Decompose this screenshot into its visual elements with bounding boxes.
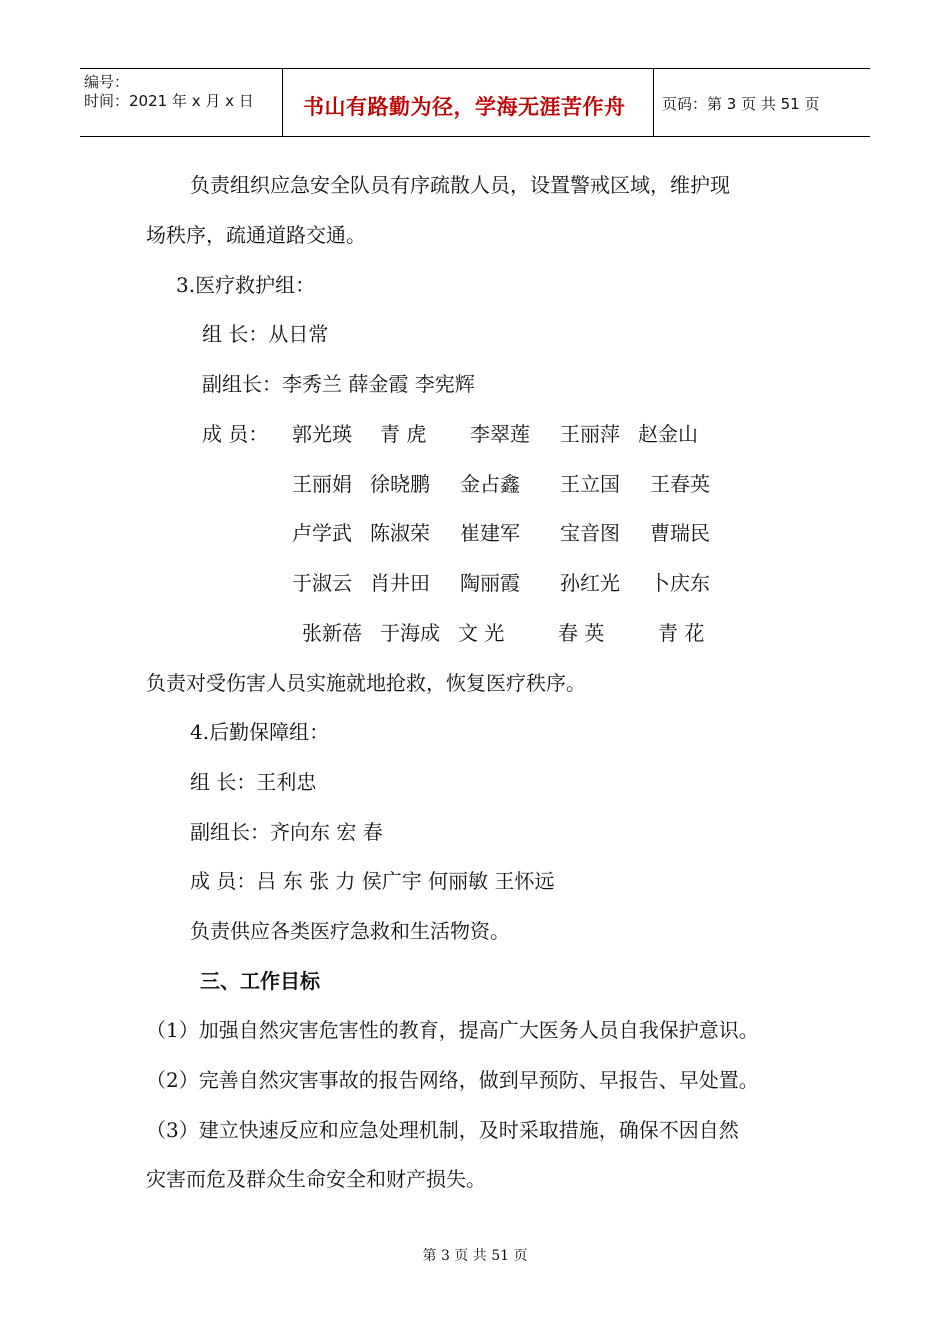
member-name: 卜庆东 bbox=[650, 571, 710, 595]
member-name: 文 光 bbox=[458, 621, 505, 645]
header-motto-cell bbox=[282, 69, 654, 136]
goal-item: （2）完善自然灾害事故的报告网络，做到早预防、早报告、早处置。 bbox=[146, 1068, 759, 1092]
member-name: 金占鑫 bbox=[460, 472, 520, 496]
member-name: 陈淑荣 bbox=[370, 521, 430, 545]
paragraph-line: 场秩序，疏通道路交通。 bbox=[146, 223, 366, 247]
member-name: 春 英 bbox=[558, 621, 605, 645]
member-name: 肖井田 bbox=[370, 571, 430, 595]
time-label: 时间：2021 年 x 月 x 日 bbox=[84, 92, 254, 110]
member-name: 宝音图 bbox=[560, 521, 620, 545]
paragraph-line: 负责组织应急安全队员有序疏散人员，设置警戒区域，维护现 bbox=[190, 173, 730, 197]
member-name: 于淑云 bbox=[292, 571, 352, 595]
section-heading-medical: 3.医疗救护组： bbox=[176, 273, 316, 297]
member-name: 孙红光 bbox=[560, 571, 620, 595]
member-name: 王丽萍 bbox=[560, 422, 620, 446]
medical-deputy: 副组长：李秀兰 薛金霞 李宪辉 bbox=[202, 372, 475, 396]
logistics-leader: 组 长：王利忠 bbox=[190, 770, 317, 794]
goal-item: （1）加强自然灾害危害性的教育，提高广大医务人员自我保护意识。 bbox=[146, 1018, 759, 1042]
logistics-duty: 负责供应各类医疗急救和生活物资。 bbox=[190, 919, 510, 943]
member-name: 青 虎 bbox=[380, 422, 427, 446]
page-header bbox=[80, 68, 870, 137]
member-name: 卢学武 bbox=[292, 521, 352, 545]
member-name: 徐晓鹏 bbox=[370, 472, 430, 496]
medical-members-label: 成 员： bbox=[202, 422, 269, 446]
member-name: 于海成 bbox=[380, 621, 440, 645]
section-heading-logistics: 4.后勤保障组： bbox=[190, 720, 330, 744]
logistics-deputy: 副组长：齐向东 宏 春 bbox=[190, 820, 383, 844]
member-name: 崔建军 bbox=[460, 521, 520, 545]
header-meta bbox=[80, 69, 282, 136]
member-name: 曹瑞民 bbox=[650, 521, 710, 545]
member-name: 青 花 bbox=[658, 621, 705, 645]
member-name: 王春英 bbox=[650, 472, 710, 496]
medical-duty: 负责对受伤害人员实施就地抢救，恢复医疗秩序。 bbox=[146, 671, 586, 695]
page-footer: 第 3 页 共 51 页 bbox=[422, 1248, 528, 1264]
member-name: 王立国 bbox=[560, 472, 620, 496]
header-page-info: 页码：第 3 页 共 51 页 bbox=[662, 95, 820, 113]
medical-leader: 组 长：从日常 bbox=[202, 322, 329, 346]
logistics-members: 成 员：吕 东 张 力 侯广宇 何丽敏 王怀远 bbox=[190, 869, 555, 893]
member-name: 陶丽霞 bbox=[460, 571, 520, 595]
member-name: 赵金山 bbox=[638, 422, 698, 446]
motto: 书山有路勤为径，学海无涯苦作舟 bbox=[303, 95, 626, 119]
number-label: 编号： bbox=[84, 73, 130, 91]
goal-item: （3）建立快速反应和应急处理机制，及时采取措施，确保不因自然 bbox=[146, 1118, 739, 1142]
member-name: 郭光瑛 bbox=[292, 422, 352, 446]
member-name: 李翠莲 bbox=[470, 422, 530, 446]
member-name: 王丽娟 bbox=[292, 472, 352, 496]
section-heading-goals: 三、工作目标 bbox=[200, 969, 320, 993]
goal-item-continued: 灾害而危及群众生命安全和财产损失。 bbox=[146, 1167, 486, 1191]
member-name: 张新蓓 bbox=[302, 621, 362, 645]
